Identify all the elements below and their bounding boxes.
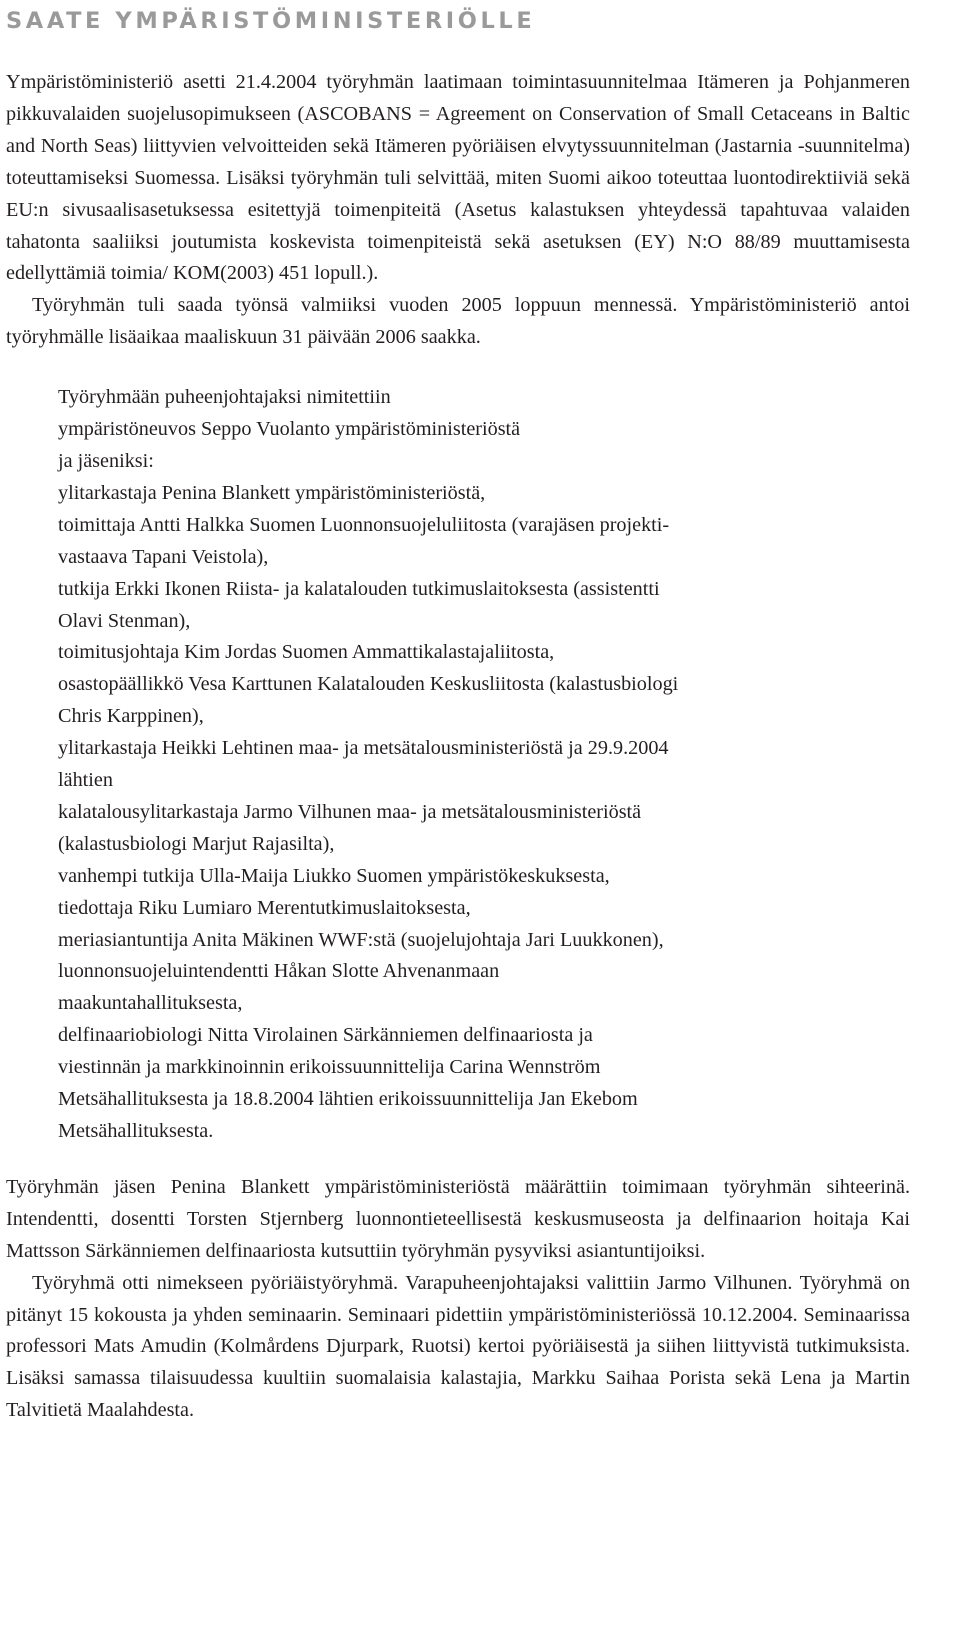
member-line: vanhempi tutkija Ulla-Maija Liukko Suomen ympäristökeskuksesta,	[58, 864, 610, 887]
member-line: Olavi Stenman),	[58, 609, 191, 632]
member-line: meriasiantuntija Anita Mäkinen WWF:stä (suojelujohtaja Jari Luukkonen),	[58, 928, 664, 951]
member-line: maakuntahallituksesta,	[58, 992, 243, 1015]
member-line: kalatalousylitarkastaja Jarmo Vilhunen maa- ja metsätalousministeriöstä	[58, 800, 642, 823]
intro-paragraph: Ympäristöministeriö asetti 21.4.2004 työryhmän laatimaan toimintasuunnitelmaa Itämeren ja Pohjanmeren pikkuvalaiden suojelusopimukseen (ASCOBANS = Agreement on Conservation of Small Cetaceans in Baltic and North Seas) liittyvien velvoitteiden sekä Itämeren pyöriäisen elvytyssuunnitelman (Jastarnia -suunnitelma) toteuttamiseksi Suomessa. Lisäksi työryhmän tuli selvittää, miten Suomi aikoo toteuttaa luontodirektiiviä sekä EU:n sivusaalisasetuksessa esitettyjä toimenpiteitä (Asetus kalastuksen yhteydessä tapahtuvaa valaiden tahatonta saaliiksi joutumista koskevista toimenpiteistä sekä asetuksen (EY) N:O 88/89 muuttamisesta edellyttämiä toimia/ KOM(2003) 451 lopull.).	[6, 71, 910, 285]
member-line: ylitarkastaja Penina Blankett ympäristöministeriöstä,	[58, 481, 486, 504]
secretary-paragraph: Työryhmän jäsen Penina Blankett ympäristöministeriöstä määrättiin toimimaan työryhmän sihteerinä. Intendentti, dosentti Torsten Stjernberg luonnontieteellisestä keskusmuseosta ja delfinaarion hoitaja Kai Mattsson Särkänniemen delfinaariosta kutsuttiin työryhmän pysyviksi asiantuntijoiksi.	[6, 1175, 910, 1262]
member-line: toimitusjohtaja Kim Jordas Suomen Ammattikalastajaliitosta,	[58, 641, 555, 664]
member-line: viestinnän ja markkinoinnin erikoissuunnittelija Carina Wennström	[58, 1056, 601, 1079]
member-line: Työryhmään puheenjohtajaksi nimitettiin	[58, 386, 391, 409]
member-line: tiedottaja Riku Lumiaro Merentutkimuslaitoksesta,	[58, 896, 471, 919]
member-line: Metsähallituksesta ja 18.8.2004 lähtien erikoissuunnittelija Jan Ekebom	[58, 1088, 638, 1111]
member-line: tutkija Erkki Ikonen Riista- ja kalatalouden tutkimuslaitoksesta (assistentti	[58, 577, 660, 600]
meetings-paragraph: Työryhmä otti nimekseen pyöriäistyöryhmä. Varapuheenjohtajaksi valittiin Jarmo Vilhunen. Työryhmä on pitänyt 15 kokousta ja yhden seminaarin. Seminaari pidettiin ympäristöministeriössä 10.12.2004. Seminaarissa professori Mats Amudin (Kolmårdens Djurpark, Ruotsi) kertoi pyöriäisestä ja siihen liittyvistä tutkimuksista. Lisäksi samassa tilaisuudessa kuultiin suomalaisia kalastajia, Markku Saihaa Porista sekä Lena ja Martin Talvitietä Maalahdesta.	[6, 1271, 910, 1422]
member-line: ylitarkastaja Heikki Lehtinen maa- ja metsätalousministeriöstä ja 29.9.2004	[58, 737, 669, 760]
member-list	[58, 382, 910, 1148]
member-line: toimittaja Antti Halkka Suomen Luonnonsuojeluliitosta (varajäsen projekti-	[58, 513, 670, 536]
member-line: (kalastusbiologi Marjut Rajasilta),	[58, 832, 335, 855]
member-line: osastopäällikkö Vesa Karttunen Kalatalouden Keskusliitosta (kalastusbiologi	[58, 673, 679, 696]
member-line: ympäristöneuvos Seppo Vuolanto ympäristöministeriöstä	[58, 418, 521, 441]
page-title: SAATE YMPÄRISTÖMINISTERIÖLLE	[6, 8, 536, 34]
member-line: vastaava Tapani Veistola),	[58, 545, 269, 568]
member-line: luonnonsuojeluintendentti Håkan Slotte Ahvenanmaan	[58, 960, 500, 983]
member-line: Chris Karppinen),	[58, 705, 204, 728]
deadline-paragraph: Työryhmän tuli saada työnsä valmiiksi vuoden 2005 loppuun mennessä. Ympäristöministeriö antoi työryhmälle lisäaikaa maaliskuun 31 päivään 2006 saakka.	[6, 294, 910, 349]
member-line: delfinaariobiologi Nitta Virolainen Särkänniemen delfinaariosta ja	[58, 1024, 593, 1047]
member-line: lähtien	[58, 769, 113, 792]
document-page	[6, 0, 910, 1427]
member-line: Metsähallituksesta.	[58, 1120, 214, 1142]
member-line: ja jäseniksi:	[58, 449, 154, 472]
